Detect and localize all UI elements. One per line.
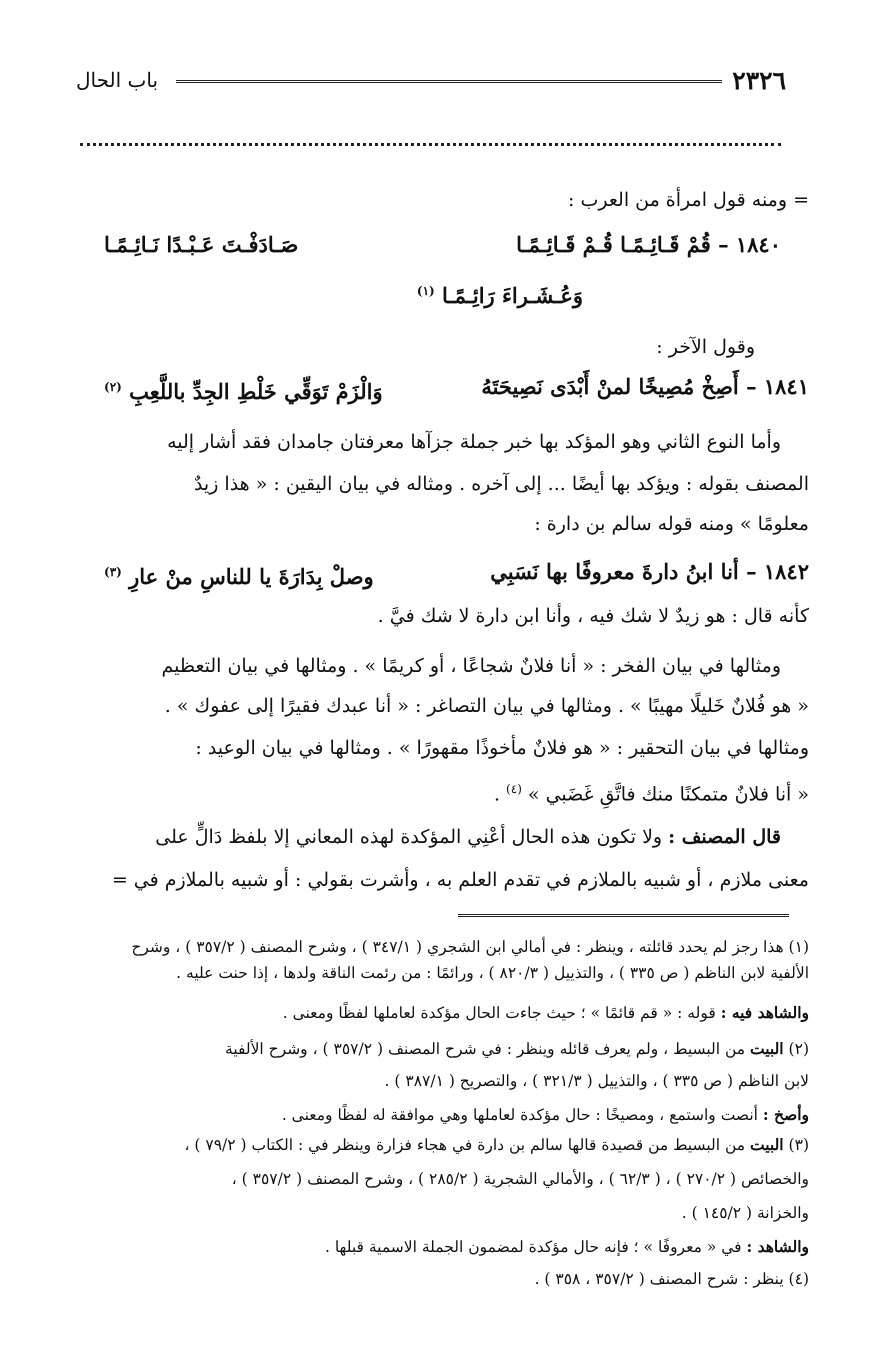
verse-hemistich-2: وصلْ بِدَارَةَ يا للناسِ منْ عارِ	[129, 564, 374, 589]
footnote-label: والشاهد فيه :	[720, 1003, 809, 1022]
text-segment: ولا تكون هذه الحال أعْنِي المؤكدة لهذه المعاني إلا بلفظ دَالٍّ على	[155, 826, 663, 848]
text-line: ومثالها في بيان التحقير : « هو فلانٌ مأخوذًا مقهورًا » . ومثالها في بيان الوعيد :	[195, 737, 809, 759]
verse-1842-second	[104, 557, 374, 592]
running-title: باب الحال	[76, 68, 159, 92]
page-number: ٢٣٢٦	[732, 66, 786, 95]
verse-1841	[481, 372, 809, 402]
text-line	[494, 775, 809, 808]
footnote-line	[283, 1002, 809, 1024]
text-line: معلومًا » ومنه قوله سالم بن دارة :	[534, 513, 809, 535]
footnote-line	[225, 1038, 809, 1060]
footnote-ref: (١)	[416, 284, 435, 298]
verse-hemistich-1: أنا ابنُ دارةَ معروفًا بها نَسَبِي	[490, 559, 739, 584]
verse-number: ١٨٤٠ –	[718, 232, 781, 257]
footnote-line: والخزانة ( ١٤٥/٢ ) .	[681, 1204, 809, 1222]
footnote-text: أنصت واستمع ، ومصيخًا : حال مؤكدة لعاملها وهي موافقة له لفظًا ومعنى .	[281, 1106, 758, 1124]
verse-hemistich-2: صَـادَفْـتَ عَـبْـدًا نَـائِـمًـا	[104, 232, 299, 257]
footnote-text: من البسيط من قصيدة قالها سالم بن دارة في هجاء فزارة وينظر في : الكتاب ( ٧٩/٢ ) ،	[184, 1136, 746, 1154]
text-line: المصنف بقوله : ويؤكد بها أيضًا ... إلى آخره . ومثاله في بيان اليقين : « هذا زيدٌ	[193, 473, 809, 495]
text-segment: .	[493, 783, 500, 806]
text-line	[155, 823, 781, 851]
footnote-line: الألفية لابن الناظم ( ص ٣٣٥ ) ، والتذييل ( ٨٢٠/٣ ) ، ورائمًا : من رئمت الناقة ولدها ، إذا حنت عليه .	[176, 964, 809, 982]
footnote-ref: (٣)	[104, 565, 122, 579]
author-label: قال المصنف :	[668, 826, 781, 848]
text-line: = ومنه قول امرأة من العرب :	[568, 189, 809, 211]
verse-number: ١٨٤٢ –	[746, 559, 809, 584]
footnote-label: البيت	[750, 1135, 784, 1154]
verse-number: ١٨٤١ –	[746, 374, 809, 399]
text-line: معنى ملازم ، أو شبيه بالملازم في تقدم العلم به ، وأشرت بقولي : أو شبيه بالملازم في =	[111, 869, 809, 891]
footnote-number: (٣)	[788, 1136, 809, 1154]
footnote-label: وأصخ :	[762, 1105, 809, 1124]
dotted-separator	[80, 143, 781, 146]
verse-hemistich-3: وَعُـشَـراءَ رَائِـمًـا	[442, 283, 583, 308]
page-header	[76, 66, 786, 96]
footnote-ref: (٤)	[506, 782, 522, 796]
footnote-line: لابن الناظم ( ص ٣٣٥ ) ، والتذييل ( ٣٢١/٣ ) ، والتصريح ( ٣٨٧/١ ) .	[384, 1072, 809, 1090]
footnote-ref: (٢)	[104, 380, 122, 394]
footnote-label: والشاهد :	[746, 1237, 809, 1256]
verse-1840	[516, 230, 781, 260]
verse-1842	[490, 557, 809, 587]
footnote-number: (٢)	[788, 1040, 809, 1058]
verse-1841-second	[104, 372, 383, 407]
text-line: وأما النوع الثاني وهو المؤكد بها خبر جملة جزآها معرفتان جامدان فقد أشار إليه	[167, 431, 781, 453]
footnote-line	[282, 1104, 809, 1126]
footnote-line: والخصائص ( ٢٧٠/٢ ) ، ( ٦٢/٣ ) ، والأمالي الشجرية ( ٢٨٥/٢ ) ، وشرح المصنف ( ٣٥٧/٢ ) ،	[231, 1170, 809, 1188]
text-line: كأنه قال : هو زيدٌ لا شك فيه ، وأنا ابن دارة لا شك فيَّ .	[377, 605, 809, 627]
text-line: ومثالها في بيان الفخر : « أنا فلانٌ شجاعًا ، أو كريمًا » . ومثالها في بيان التعظيم	[161, 655, 781, 677]
footnote-text: من البسيط ، ولم يعرف قائله وينظر : في شرح المصنف ( ٣٥٧/٢ ) ، وشرح الألفية	[225, 1040, 746, 1058]
text-line: « هو فُلانٌ خَليلًا مهيبًا » . ومثالها في بيان التصاغر : « أنا عبدك فقيرًا إلى عفوك » .	[164, 695, 809, 717]
footnote-line	[184, 1134, 809, 1156]
verse-hemistich-1: أَصِخْ مُصِيخًا لمنْ أَبْدَى نَصِيحَتَهُ	[481, 374, 739, 399]
footnote-text: قوله : « قم قائمًا » ؛ حيث جاءت الحال مؤكدة لعاملها لفظًا ومعنى .	[282, 1004, 716, 1022]
header-rule	[176, 80, 722, 86]
footnote-line: (٤) ينظر : شرح المصنف ( ٣٥٧/٢ ، ٣٥٨ ) .	[534, 1270, 809, 1288]
footnote-rule	[458, 914, 789, 917]
footnote-line	[325, 1236, 809, 1258]
footnote-line: (١) هذا رجز لم يحدد قائلته ، وينظر : في أمالي ابن الشجري ( ٣٤٧/١ ) ، وشرح المصنف ( ٣٥٧/٢ ) ، وشرح	[131, 938, 809, 956]
verse-hemistich-1: قُمْ قَـائِـمًـا قُـمْ قَـائِـمًـا	[516, 232, 711, 257]
text-line: وقول الآخر :	[656, 336, 755, 358]
verse-1840-line-2	[417, 276, 583, 311]
footnote-label: البيت	[750, 1039, 784, 1058]
text-segment: « أنا فلانٌ متمكنًا منك فاتَّقِ غَضَبي »	[527, 783, 809, 806]
footnote-text: في « معروفًا » ؛ فإنه حال مؤكدة لمضمون الجملة الاسمية قبلها .	[324, 1238, 742, 1256]
verse-hemistich-2: وَالْزَمْ تَوَقِّي خَلْطِ الجِدِّ باللَّعِبِ	[129, 379, 383, 404]
